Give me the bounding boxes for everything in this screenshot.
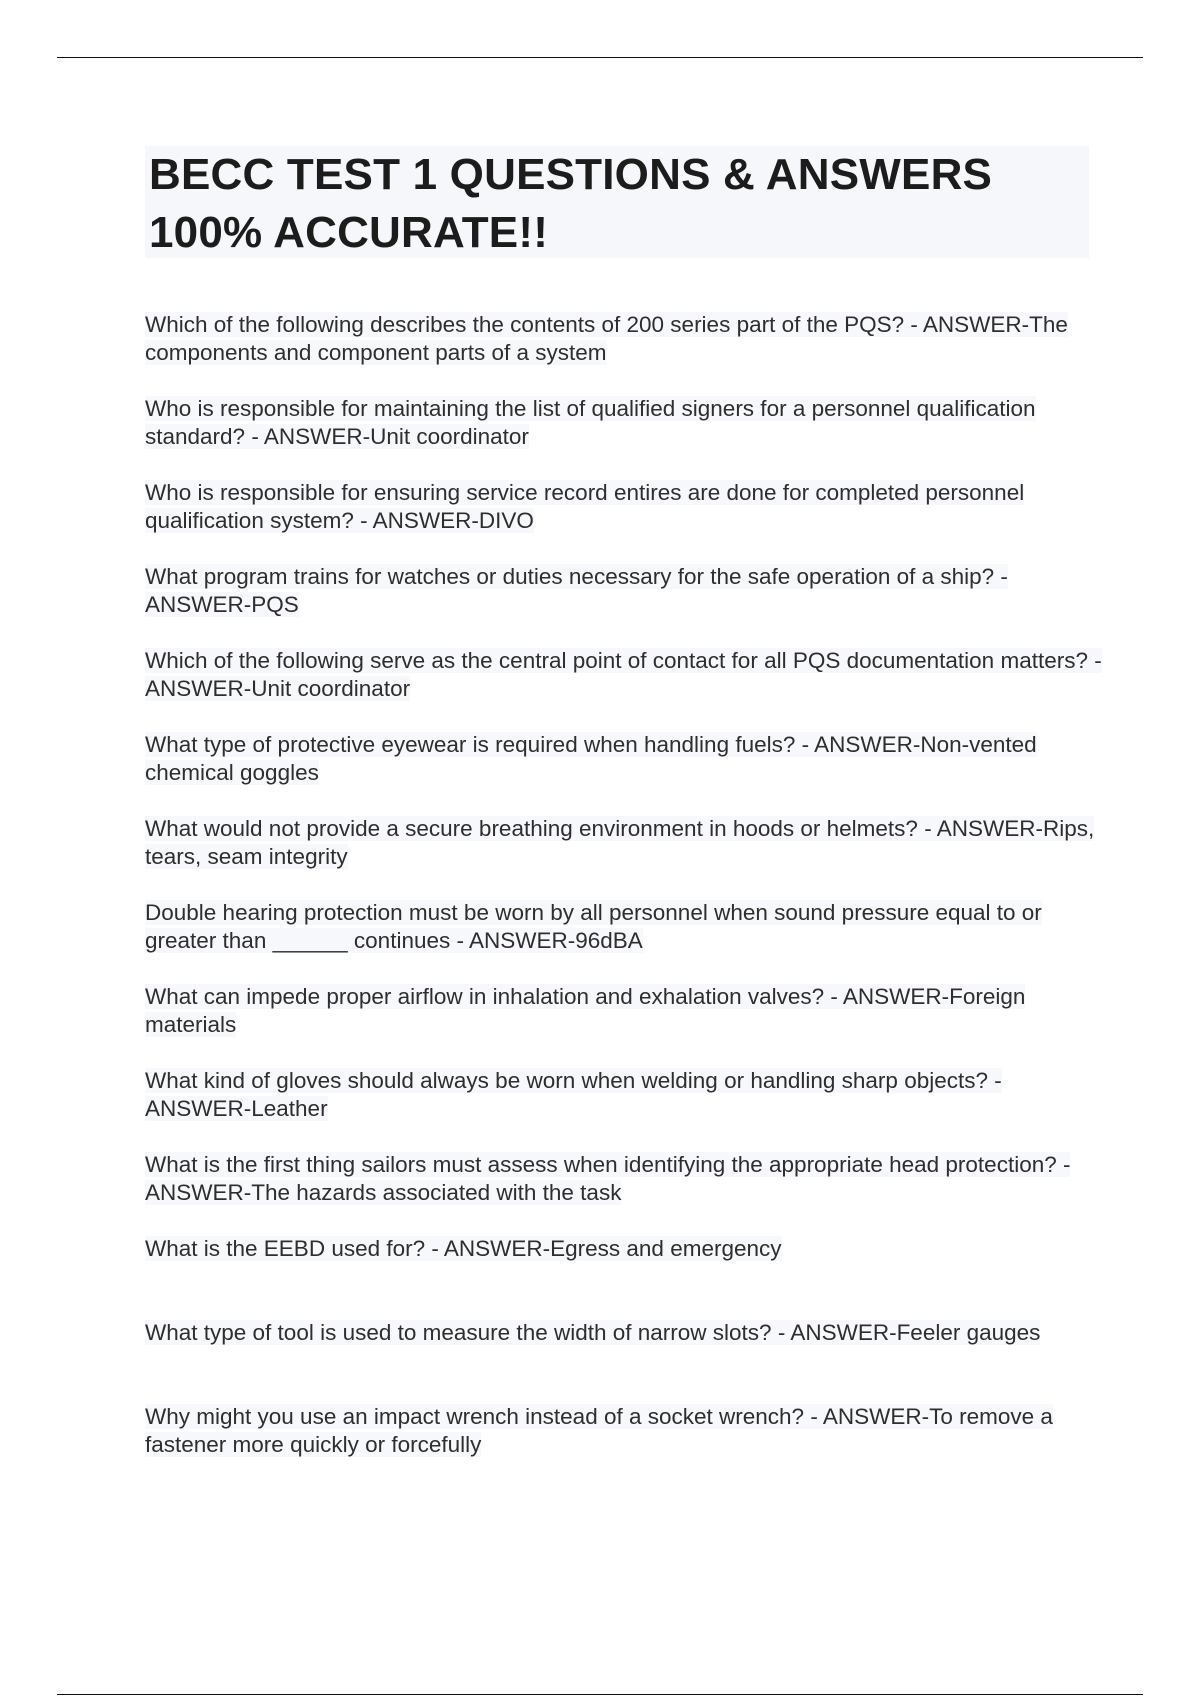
qa-item [145,1067,1105,1151]
qa-item [145,311,1105,395]
qa-text: What would not provide a secure breathing environment in hoods or helmets? - ANSWER-Rips, tears, seam integrity [145,816,1095,869]
qa-item [145,983,1105,1067]
qa-text: What can impede proper airflow in inhalation and exhalation valves? - ANSWER-Foreign materials [145,984,1026,1037]
qa-text: What is the EEBD used for? - ANSWER-Egress and emergency [145,1236,782,1261]
qa-item [145,563,1105,647]
qa-text: Which of the following serve as the central point of contact for all PQS documentation matters? - ANSWER-Unit coordinator [145,648,1102,701]
title-block [145,146,1089,258]
qa-item [145,1403,1105,1487]
page-title: BECC TEST 1 QUESTIONS & ANSWERS 100% ACCURATE!! [149,150,993,257]
qa-item [145,1151,1105,1235]
qa-text: What program trains for watches or duties necessary for the safe operation of a ship? - ANSWER-PQS [145,564,1008,617]
qa-list [145,311,1105,1487]
qa-text: What type of tool is used to measure the width of narrow slots? - ANSWER-Feeler gauges [145,1320,1041,1345]
qa-item [145,1235,1105,1319]
qa-item [145,899,1105,983]
qa-text: Who is responsible for ensuring service record entires are done for completed personnel qualification system? - ANSWER-DIVO [145,480,1025,533]
qa-item [145,479,1105,563]
qa-text: What is the first thing sailors must assess when identifying the appropriate head protection? - ANSWER-The hazards associated with the task [145,1152,1071,1205]
qa-item [145,731,1105,815]
bottom-divider [57,1694,1143,1695]
qa-item [145,647,1105,731]
qa-text: What type of protective eyewear is required when handling fuels? - ANSWER-Non-vented chemical goggles [145,732,1037,785]
qa-text: Which of the following describes the contents of 200 series part of the PQS? - ANSWER-The components and component parts of a system [145,312,1068,365]
qa-text: Who is responsible for maintaining the list of qualified signers for a personnel qualification standard? - ANSWER-Unit coordinator [145,396,1036,449]
qa-item [145,1319,1105,1403]
qa-text: What kind of gloves should always be worn when welding or handling sharp objects? - ANSWER-Leather [145,1068,1002,1121]
qa-item [145,395,1105,479]
qa-item [145,815,1105,899]
qa-text: Double hearing protection must be worn by all personnel when sound pressure equal to or greater than ______ continues - ANSWER-96dBA [145,900,1042,953]
qa-text: Why might you use an impact wrench instead of a socket wrench? - ANSWER-To remove a fastener more quickly or forcefully [145,1404,1053,1457]
top-divider [57,57,1143,58]
